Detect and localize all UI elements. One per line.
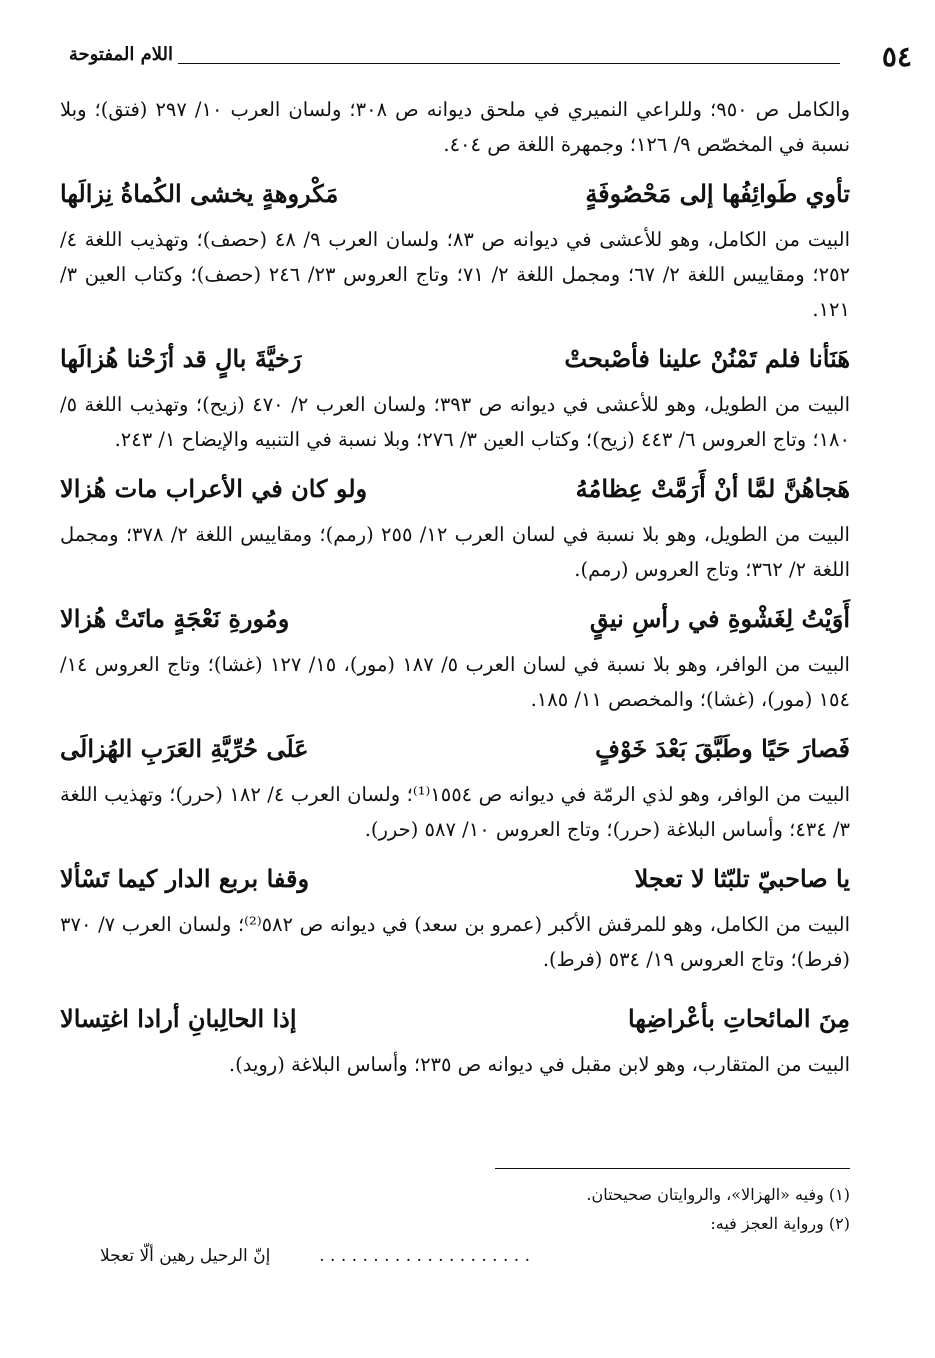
verse-note: البيت من المتقارب، وهو لابن مقبل في ديوانه ص ٢٣٥؛ وأساس البلاغة (رويد). (228, 1053, 850, 1076)
footnote-verse-ellipsis: . . . . . . . . . . . . . . . . . . . . (319, 1246, 530, 1266)
verse-hemistich-first: فَصارَ حَيًا وطَبَّقَ بَعْدَ خَوْفٍ (595, 734, 850, 763)
running-title: اللام المفتوحة (68, 44, 173, 65)
footnote-verse-text: إنّ الرحيل رهين ألّا تعجلا (100, 1246, 271, 1266)
verse-line (60, 993, 850, 1045)
footnote-2: (٢) ورواية العجز فيه: (710, 1214, 850, 1233)
footnote-1: (١) وفيه «الهزالا»، والروايتان صحيحتان. (586, 1185, 850, 1204)
verse-hemistich-second: رَخيَّةَ بالٍ قد أزَحْنا هُزالَها (60, 344, 302, 373)
verse-hemistich-second: مَكْروهةٍ يخشى الكُماةُ نِزالَها (60, 179, 339, 208)
verse-hemistich-second: عَلَى حُرِّيَّةِ العَرَبِ الهُزالَى (60, 734, 309, 763)
verse-note: البيت من الوافر، وهو بلا نسبة في لسان العرب ٥/ ١٨٧ (مور)، ١٥/ ١٢٧ (غشا)؛ وتاج العروس ١٤/ ١٥٤ (مور)، (غشا)؛ والمخصص ١١/ ١٨٥. (60, 653, 850, 711)
footnote-verse (60, 1242, 850, 1271)
verse-line (60, 168, 850, 220)
verse-line (60, 723, 850, 775)
verse-hemistich-first: يا صاحبيّ تلبّثا لا تعجلا (634, 864, 850, 893)
verse-hemistich-first: هَجاهُنَّ لمَّا أنْ أَرَمَّتْ عِظامُهُ (575, 474, 850, 503)
verse-line (60, 593, 850, 645)
verse-line (60, 333, 850, 385)
verse-hemistich-first: أَوَيْتُ لِغَشْوةِ في رأسِ نيقٍ (589, 604, 850, 633)
verse-hemistich-first: هَنَأنا فلم تَمْنُنْ علينا فأصْبحتْ (564, 344, 850, 373)
page-body (60, 92, 850, 1082)
verse-hemistich-second: إذا الحالِبانِ أرادا اغتِسالا (60, 1004, 297, 1033)
verse-note: البيت من الوافر، وهو لذي الرمّة في ديوانه ص ١٥٥٤⁽¹⁾؛ ولسان العرب ٤/ ١٨٢ (حرر)؛ وتهذيب اللغة ٣/ ٤٣٤؛ وأساس البلاغة (حرر)؛ وتاج العروس ١٠/ ٥٨٧ (حرر). (60, 783, 851, 841)
verse-hemistich-second: وقفا بربع الدار كيما تَسْألا (60, 864, 310, 893)
page-number: ٥٤ (881, 40, 912, 73)
page-header (28, 40, 912, 74)
verse-line (60, 463, 850, 515)
verse-note: البيت من الطويل، وهو للأعشى في ديوانه ص ٣٩٣؛ ولسان العرب ٢/ ٤٧٠ (زيح)؛ وتهذيب اللغة ٥/ ١٨٠؛ وتاج العروس ٦/ ٤٤٣ (زيح)؛ وكتاب العين ٣/ ٢٧٦؛ وبلا نسبة في التنبيه والإيضاح ١/ ٢٤٣. (60, 393, 850, 451)
footnotes (60, 1180, 850, 1271)
verse-hemistich-second: ومُورةِ نَعْجَةٍ ماتَتْ هُزالا (60, 604, 290, 633)
verse-hemistich-first: مِنَ المائحاتِ بأعْراضِها (627, 1004, 850, 1033)
verse-hemistich-second: ولو كان في الأعراب مات هُزالا (60, 474, 368, 503)
intro-paragraph: والكامل ص ٩٥٠؛ وللراعي النميري في ملحق ديوانه ص ٣٠٨؛ ولسان العرب ١٠/ ٢٩٧ (فتق)؛ وبلا نسبة في المخصّص ٩/ ١٢٦؛ وجمهرة اللغة ص ٤٠٤. (60, 98, 850, 156)
footnote-separator (495, 1168, 850, 1169)
verse-note: البيت من الكامل، وهو للمرقش الأكبر (عمرو بن سعد) في ديوانه ص ٥٨٢⁽²⁾؛ ولسان العرب ٧/ ٣٧٠ (فرط)؛ وتاج العروس ١٩/ ٥٣٤ (فرط). (60, 913, 851, 971)
verse-note: البيت من الكامل، وهو للأعشى في ديوانه ص ٨٣؛ ولسان العرب ٩/ ٤٨ (حصف)؛ وتهذيب اللغة ٤/ ٢٥٢؛ ومقاييس اللغة ٢/ ٦٧؛ ومجمل اللغة ٢/ ٧١؛ وتاج العروس ٢٣/ ٢٤٦ (حصف)؛ وكتاب العين ٣/ ١٢١. (60, 228, 851, 321)
verse-hemistich-first: تأوي طَوائِفُها إلى مَحْصُوفَةٍ (585, 179, 850, 208)
verse-line (60, 853, 850, 905)
header-rule (178, 63, 840, 64)
verse-note: البيت من الطويل، وهو بلا نسبة في لسان العرب ١٢/ ٢٥٥ (رمم)؛ ومقاييس اللغة ٢/ ٣٧٨؛ ومجمل اللغة ٢/ ٣٦٢؛ وتاج العروس (رمم). (60, 523, 850, 581)
